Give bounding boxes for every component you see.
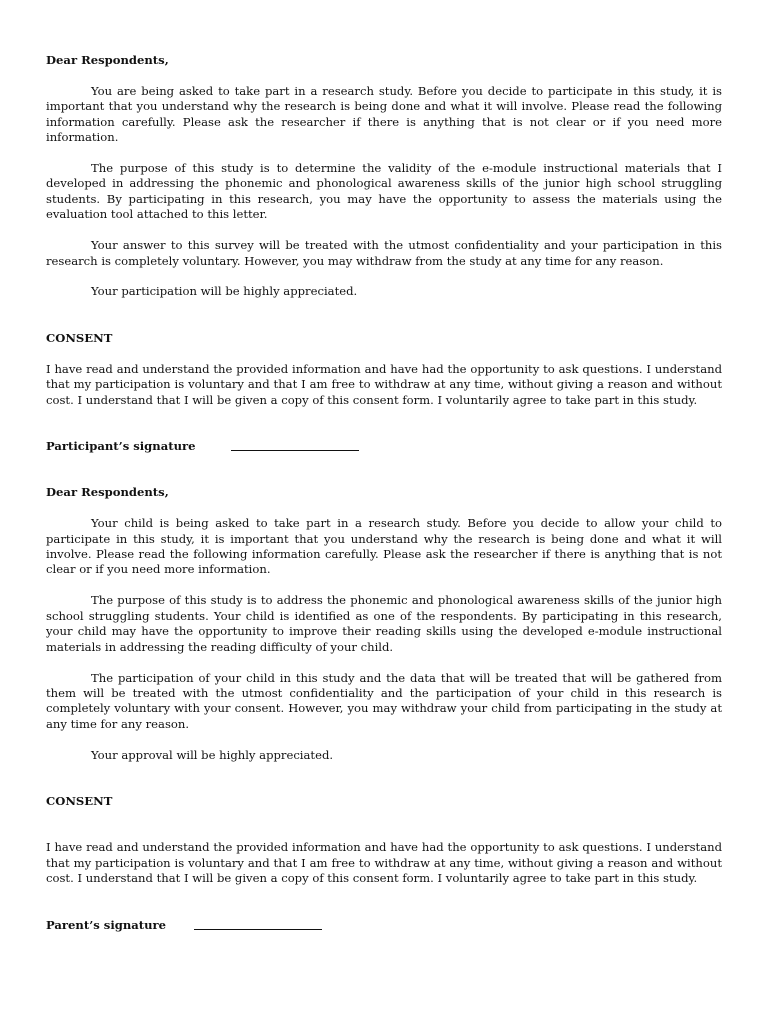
intro-paragraph: You are being asked to take part in a research study. Before you decide to participate in this study, it is important that you understand why the research is being done and what it will involve. Please read the following information carefully. Please ask the researcher if there is anything that is not clear or if you need more information. (46, 83, 722, 145)
consent-letter-document (46, 53, 722, 933)
child-intro-paragraph: Your child is being asked to take part in a research study. Before you decide to allow your child to participate in this study, it is important that you understand why the research is being done and what it will involve. Please read the following information carefully. Please ask the researcher if there is anything that is not clear or if you need more information. (46, 516, 722, 577)
approval-paragraph: Your approval will be highly appreciated. (91, 747, 334, 762)
confidentiality-paragraph: Your answer to this survey will be treated with the utmost confidentiality and your participation in this research is completely voluntary. However, you may withdraw from the study at any time for any reason. (46, 238, 722, 268)
appreciation-paragraph: Your participation will be highly appreciated. (91, 284, 358, 299)
consent-text: I have read and understand the provided information and have had the opportunity to ask questions. I understand that my participation is voluntary and that I am free to withdraw at any time, without giving a reason and without cost. I understand that I will be given a copy of this consent form. I voluntarily agree to take part in this study. (46, 361, 722, 407)
salutation-respondents: Dear Respondents, (46, 53, 169, 67)
parent-signature-label: Parent’s signature (46, 917, 167, 932)
parent-consent-text: I have read and understand the provided information and have had the opportunity to ask questions. I understand that my participation is voluntary and that I am free to withdraw at any time, without giving a reason and without cost. I understand that I will be given a copy of this consent form. I voluntarily agree to take part in this study. (46, 840, 722, 886)
salutation-respondents-parents: Dear Respondents, (46, 485, 169, 500)
consent-heading: CONSENT (46, 330, 113, 345)
child-confidentiality-paragraph: The participation of your child in this study and the data that will be treated that will be gathered from them will be treated with the utmost confidentiality and the participation of your child in this research is completely voluntary with your consent. However, you may withdraw your child from participating in the study at any time for any reason. (46, 670, 722, 731)
participant-signature-line (46, 439, 722, 454)
parent-signature-line (46, 918, 722, 933)
child-purpose-paragraph: The purpose of this study is to address the phonemic and phonological awareness skills of the junior high school struggling students. Your child is identified as one of the respondents. By participating in this research, your child may have the opportunity to improve their reading skills using the developed e-module instructional materials in addressing the reading difficulty of your child. (46, 593, 722, 654)
participant-signature-label: Participant’s signature (46, 438, 196, 453)
purpose-paragraph: The purpose of this study is to determine the validity of the e-module instructional materials that I developed in addressing the phonemic and phonological awareness skills of the junior high school struggling students. By participating in this research, you may have the opportunity to assess the materials using the evaluation tool attached to this letter. (46, 161, 722, 222)
parent-consent-heading: CONSENT (46, 794, 113, 809)
parent-signature-field[interactable] (194, 918, 322, 930)
participant-signature-field[interactable] (231, 439, 359, 451)
